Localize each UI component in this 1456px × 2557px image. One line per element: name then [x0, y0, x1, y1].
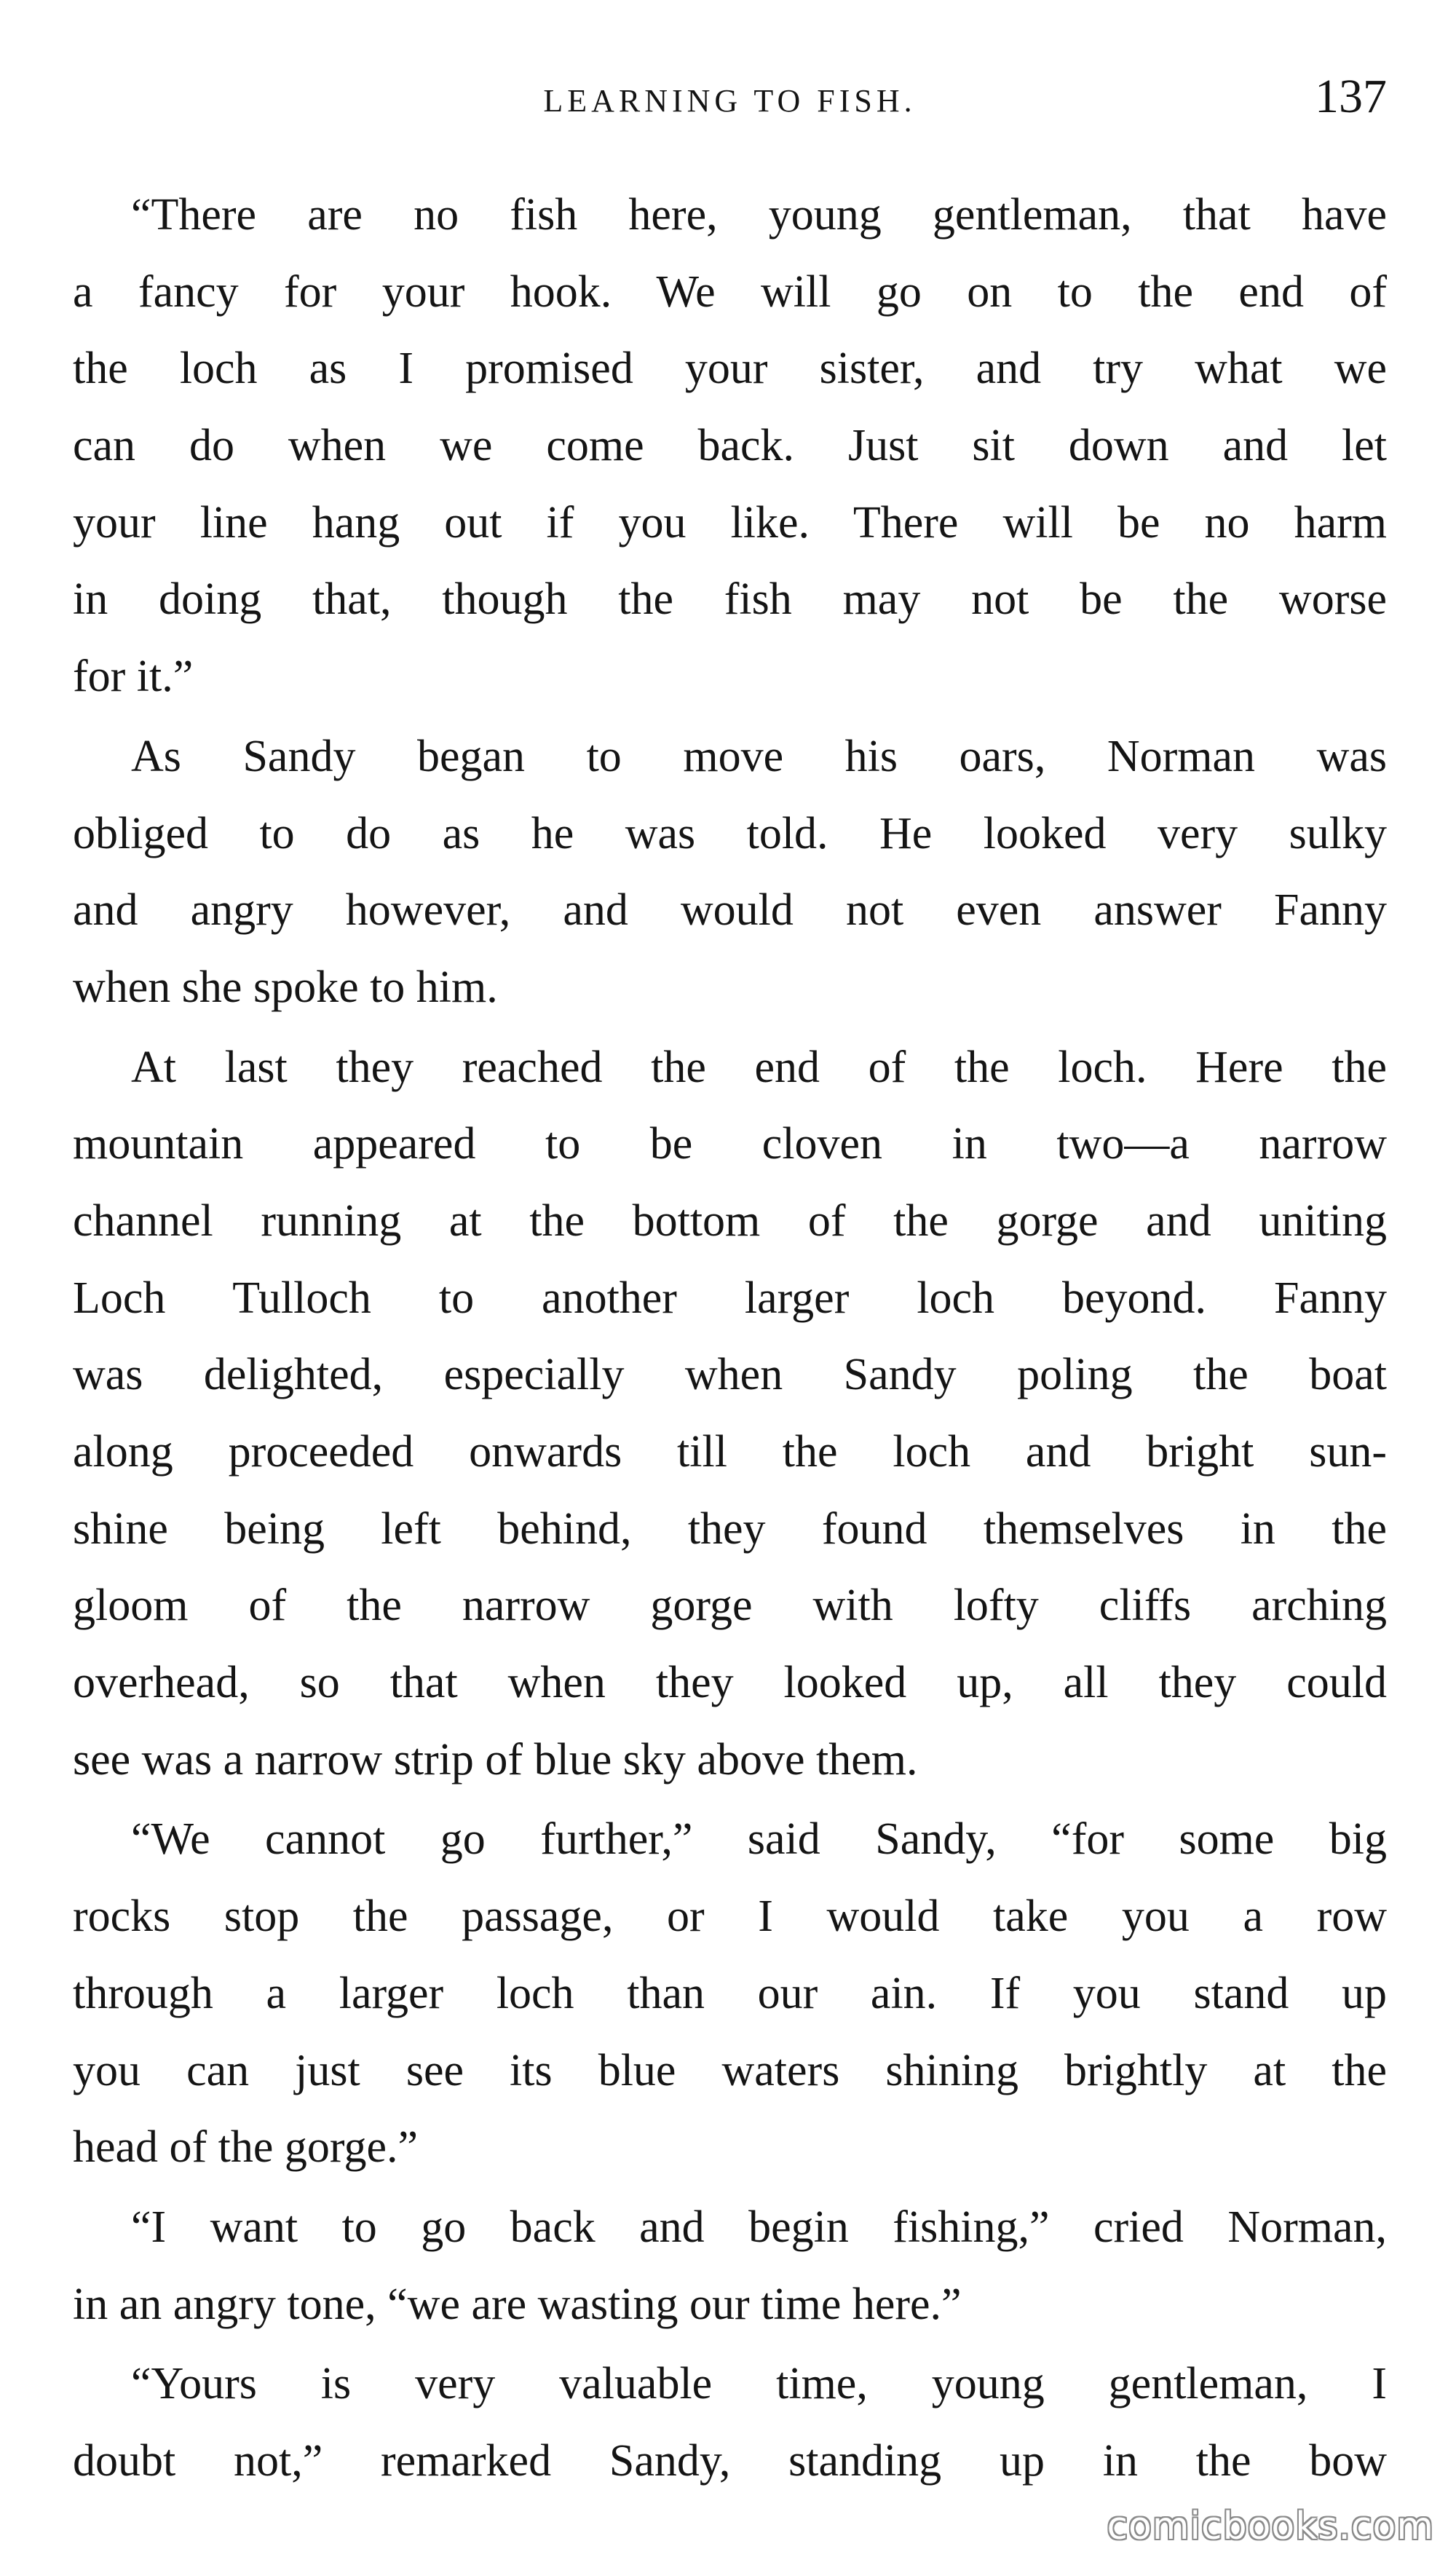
text-line: and angry however, and would not even answer Fanny	[73, 885, 1387, 936]
text-line: “Yours is very valuable time, young gentleman, I	[131, 2359, 1387, 2409]
text-line: in doing that, though the fish may not be the worse	[73, 574, 1387, 625]
text-line: along proceeded onwards till the loch and bright sun-	[73, 1427, 1387, 1477]
body-text	[73, 177, 1387, 2503]
text-line: “I want to go back and begin fishing,” cried Norman,	[131, 2202, 1387, 2252]
paragraph	[73, 719, 1387, 1027]
text-line: head of the gorge.”	[73, 2122, 418, 2173]
text-line: At last they reached the end of the loch. Here the	[131, 1042, 1387, 1092]
paragraph	[73, 1029, 1387, 1799]
text-line: gloom of the narrow gorge with lofty cliffs arching	[73, 1581, 1387, 1631]
text-line: a fancy for your hook. We will go on to the end of	[73, 266, 1387, 317]
running-head	[73, 69, 1387, 135]
text-line: overhead, so that when they looked up, all they could	[73, 1658, 1387, 1708]
paragraph	[73, 177, 1387, 716]
text-line: “We cannot go further,” said Sandy, “for some big	[131, 1814, 1387, 1865]
text-line: doubt not,” remarked Sandy, standing up in the bow	[73, 2435, 1387, 2486]
text-line: for it.”	[73, 652, 194, 702]
paragraph	[73, 2189, 1387, 2343]
text-line: can do when we come back. Just sit down and let	[73, 421, 1387, 471]
text-line: rocks stop the passage, or I would take you a row	[73, 1892, 1387, 1942]
page-number: 137	[1315, 70, 1387, 123]
text-line: through a larger loch than our ain. If you stand up	[73, 1968, 1387, 2018]
text-line: “There are no fish here, young gentleman, that have	[131, 190, 1387, 240]
paragraph	[73, 2346, 1387, 2499]
text-line: you can just see its blue waters shining brightly at the	[73, 2045, 1387, 2095]
paragraph	[73, 1801, 1387, 2186]
text-line: the loch as I promised your sister, and try what we	[73, 344, 1387, 394]
text-line: in an angry tone, “we are wasting our time here.”	[73, 2279, 962, 2329]
text-line: channel running at the bottom of the gorge and uniting	[73, 1195, 1387, 1246]
text-line: shine being left behind, they found themselves in the	[73, 1503, 1387, 1554]
text-line: Loch Tulloch to another larger loch beyond. Fanny	[73, 1273, 1387, 1323]
text-line: when she spoke to him.	[73, 962, 498, 1012]
text-line: obliged to do as he was told. He looked very sulky	[73, 808, 1387, 858]
running-title: LEARNING TO FISH.	[543, 83, 917, 119]
text-line: was delighted, especially when Sandy poling the boat	[73, 1350, 1387, 1400]
text-line: As Sandy began to move his oars, Norman was	[131, 731, 1387, 781]
watermark: comicbooks.com	[1107, 2505, 1434, 2548]
text-line: mountain appeared to be cloven in two—a narrow	[73, 1119, 1387, 1169]
text-line: see was a narrow strip of blue sky above them.	[73, 1734, 918, 1785]
text-line: your line hang out if you like. There will be no harm	[73, 497, 1387, 548]
